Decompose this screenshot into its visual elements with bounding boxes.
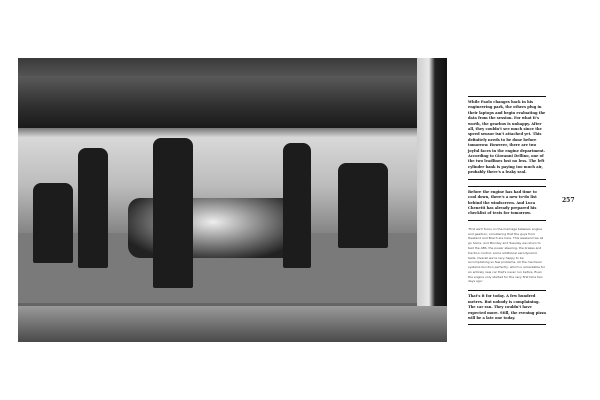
pit-lane (18, 306, 447, 342)
mechanic-figure (338, 163, 388, 248)
mechanic-figure (153, 138, 193, 288)
paragraph-2: Before the engine has had time to cool down, there's a new to-do list behind the windscreen. And Luca Chenetti has already prepared his checklist of tests for tomorrow. (468, 186, 546, 221)
quote-text: 'First we'll focus on the marriage between engine and gearbox, considering that the guys from Hewland and Bosch are here. This weekend we all go home, and Monday and Tuesday we return to test the ABS, the power steering, the brakes and traction control, some additional aerodynamic tests. Overall we're very happy to be accomplishing so few problems. All the mechanic systems function perfectly, which is remarkable for an entirely new car that's never run before. Even the engine only started for the very first time two days ago.' (468, 226, 546, 284)
text-column (468, 96, 546, 325)
garage-door (18, 76, 447, 128)
page-number: 257 (562, 197, 575, 204)
mechanic-figure (283, 143, 311, 268)
mechanic-figure (78, 148, 108, 268)
mechanic-figure (33, 183, 73, 263)
garage-photo (18, 58, 447, 342)
paragraph-3: That's it for today. A few hundred metres. But nobody is complaining. The car ran. They couldn't have expected more. Still, the evening pizza will be a late one today. (468, 290, 546, 325)
paragraph-1: While Paolo changes back in his engineering park, the others plug in their laptops and begin evaluating the data from the session. For what it's worth, the gearbox is unhappy. After all, they couldn't see much since the speed sensor isn't attached yet. This definitely needs to be done before tomorrow. However, there are two joyful faces in the engine department. According to Giovanni Dellino, one of the two leadlines lost no less. The left cylinder bank is paying too much air, probably there's a leaky seal. (468, 96, 546, 180)
door-frame (417, 58, 447, 342)
